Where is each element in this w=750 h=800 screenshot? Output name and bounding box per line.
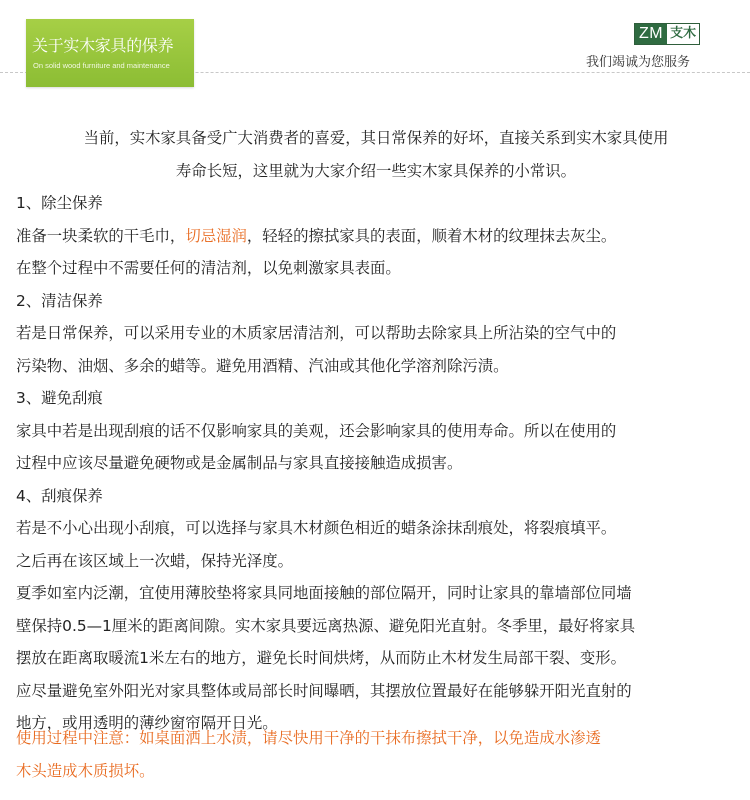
section-line: 污染物、油烟、多余的蜡等。避免用酒精、汽油或其他化学溶剂除污渍。 [16, 356, 509, 375]
text-run: ，轻轻的擦拭家具的表面，顺着木材的纹理抹去灰尘。 [246, 226, 617, 245]
section-dust [16, 187, 736, 285]
section-line: 在整个过程中不需要任何的清洁剂，以免刺激家具表面。 [16, 259, 401, 277]
paragraph-line: 壁保持0.5—1厘米的距离间隙。实木家具要远离热源、避免阳光直射。冬季里，最好将家具 [16, 616, 636, 635]
section-line [16, 220, 736, 253]
section-avoid-scratches [16, 382, 736, 480]
article-body [16, 122, 736, 740]
section-heading: 4、刮痕保养 [16, 486, 103, 505]
paragraph-line: 应尽量避免室外阳光对家具整体或局部长时间曝晒，其摆放位置最好在能够躲开阳光直射的 [16, 681, 632, 700]
highlight-warning: 切忌湿润 [185, 226, 247, 245]
slogan: 我们竭诚为您服务 [586, 55, 691, 70]
note-line: 木头造成木质损坏。 [16, 761, 155, 780]
section-line: 过程中应该尽量避免硬物或是金属制品与家具直接接触造成损害。 [16, 454, 463, 472]
text-run: 准备一块柔软的干毛巾， [16, 226, 186, 245]
usage-note [16, 722, 736, 787]
section-heading: 3、避免刮痕 [16, 389, 103, 407]
paragraph-line: 夏季如室内泛潮，宜使用薄胶垫将家具同地面接触的部位隔开，同时让家具的靠墙部位同墙 [16, 584, 632, 602]
section-cleaning [16, 285, 736, 383]
intro-line: 当前，实木家具备受广大消费者的喜爱，其日常保养的好坏，直接关系到实木家具使用 [83, 129, 669, 147]
logo-chinese: 支木 [667, 24, 699, 44]
banner-subtitle: On solid wood furniture and maintenance [33, 61, 170, 70]
intro-line: 寿命长短，这里就为大家介绍一些实木家具保养的小常识。 [175, 161, 577, 180]
summer-winter-paragraph [16, 577, 736, 740]
section-scratch-repair [16, 480, 736, 578]
brand-logo [634, 23, 700, 45]
section-line: 若是日常保养，可以采用专业的木质家居清洁剂，可以帮助去除家具上所沾染的空气中的 [16, 324, 617, 342]
section-line: 之后再在该区域上一次蜡，保持光泽度。 [16, 551, 294, 570]
banner-title: 关于实木家具的保养 [32, 36, 174, 55]
paragraph-line: 摆放在距离取暖流1米左右的地方，避免长时间烘烤，从而防止木材发生局部干裂、变形。 [16, 649, 627, 667]
intro-paragraph [16, 122, 736, 187]
section-heading: 2、清洁保养 [16, 291, 103, 310]
title-banner [26, 19, 194, 87]
note-line: 使用过程中注意：如桌面洒上水渍，请尽快用干净的干抹布擦拭干净，以免造成水渗透 [16, 729, 601, 747]
section-line: 家具中若是出现刮痕的话不仅影响家具的美观，还会影响家具的使用寿命。所以在使用的 [16, 421, 617, 440]
section-line: 若是不小心出现小刮痕，可以选择与家具木材颜色相近的蜡条涂抹刮痕处，将裂痕填平。 [16, 519, 617, 537]
section-heading: 1、除尘保养 [16, 194, 103, 212]
paragraph-line: 地方，或用透明的薄纱窗帘隔开日光。 [16, 714, 278, 732]
logo-latin: ZM [635, 24, 667, 44]
